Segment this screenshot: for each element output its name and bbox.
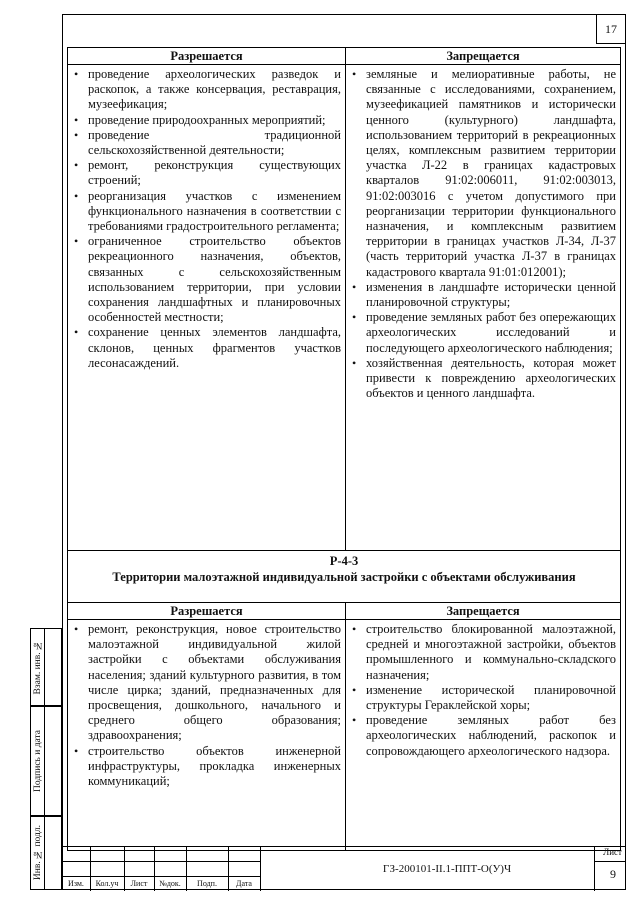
stamp-col-label: Лист xyxy=(130,879,148,888)
forbidden-list xyxy=(346,65,620,401)
list-item: • ремонт, реконструкция существующих строений; xyxy=(72,158,341,188)
forbidden-list xyxy=(346,620,620,759)
list-item: • проведение земляных работ без опережающих археологических исследований и последующего археологического наблюдения; xyxy=(350,310,616,356)
list-item: • хозяйственная деятельность, которая может привести к повреждению археологических объектов и ценного ландшафта. xyxy=(350,356,616,402)
allowed-header: Разрешается xyxy=(68,48,345,65)
list-item: • сохранение ценных элементов ландшафта, склонов, ценных фрагментов участков лесонасаждений. xyxy=(72,325,341,371)
list-item: • строительство объектов инженерной инфраструктуры, прокладка инженерных коммуникаций; xyxy=(72,744,341,790)
stamp-col-label: Кол.уч xyxy=(95,879,119,888)
title-block xyxy=(62,846,626,890)
forbidden-header: Запрещается xyxy=(346,603,620,620)
list-item: • земляные и мелиоративные работы, не связанные с исследованиями, сохранением, музеефикацией памятников и исторически ценного (культурного) ландшафта, использованием территорий в рекреационных целях, комплексным развитием территории участка Л-22 в границах кадастровых кварталов 91:02:006011, 91:02:003013, 91:02:003016 с учетом допустимого при реорганизации территории функционального назначения, и комплексным развитием территории в границах участков Л-34, Л-37 (часть территорий участка Л-37 в границах кадастрового квартала 91:01:012001); xyxy=(350,67,616,280)
list-item: • проведение земляных работ без археологических наблюдений, раскопок и сопровождающего археологического надзора. xyxy=(350,713,616,759)
forbidden-column xyxy=(346,48,620,550)
forbidden-header: Запрещается xyxy=(346,48,620,65)
document-code: ГЗ-200101-II.1-ППТ-О(У)Ч xyxy=(382,863,512,875)
section-title-row xyxy=(67,551,621,603)
section-title: Территории малоэтажной индивидуальной застройки с объектами обслуживания xyxy=(112,570,576,584)
list-item: • ограниченное строительство объектов рекреационного назначения, объектов, связанных с сельскохозяйственным использованием территории, при условии сохранения ландшафтных и планировочных особенностей местности; xyxy=(72,234,341,325)
list-item: • реорганизация участков с изменением функционального назначения в соответствии с требованиями градостроительного регламента; xyxy=(72,189,341,235)
table-r43 xyxy=(67,603,621,851)
allowed-column xyxy=(68,603,346,850)
sheet-number: 9 xyxy=(610,867,616,881)
sidebar-label: Инв. № подл. xyxy=(32,825,43,881)
forbidden-column xyxy=(346,603,620,850)
stamp-col-label: Изм. xyxy=(68,879,84,888)
list-item: • ремонт, реконструкция, новое строительство малоэтажной индивидуальной жилой застройки с объектами обслуживания населения; зданий культурного развития, в том числе цирка; зданий, предназначенных для просвещения, дошкольного, начального и среднего общего образования; здравоохранения; xyxy=(72,622,341,744)
list-item: • проведение природоохранных мероприятий; xyxy=(72,113,341,128)
sidebar-label: Подпись и дата xyxy=(32,729,43,792)
page-frame xyxy=(62,14,626,890)
allowed-list xyxy=(68,65,345,371)
section-code: Р-4-3 xyxy=(329,554,359,568)
list-item: • проведение археологических разведок и раскопок, а также консервация, реставрация, музеефикация; xyxy=(72,67,341,113)
list-item: • проведение традиционной сельскохозяйственной деятельности; xyxy=(72,128,341,158)
sidebar-signature-date xyxy=(30,706,62,816)
sidebar-replacement-inv xyxy=(30,628,62,706)
allowed-header: Разрешается xyxy=(68,603,345,620)
corner-page-number: 17 xyxy=(596,15,625,44)
sidebar-label: Взам. инв. № xyxy=(32,639,43,695)
list-item: • строительство блокированной малоэтажной, средней и многоэтажной застройки, объектов промышленного и коммунально-складского назначения; xyxy=(350,622,616,683)
sheet-label: Лист xyxy=(603,847,622,857)
stamp-col-label: №док. xyxy=(159,879,181,888)
list-item: • изменение исторической планировочной структуры Гераклейской хоры; xyxy=(350,683,616,713)
list-item: • изменения в ландшафте исторически ценной планировочной структуры; xyxy=(350,280,616,310)
stamp-col-label: Дата xyxy=(236,879,252,888)
stamp-col-label: Подп. xyxy=(197,879,217,888)
allowed-column xyxy=(68,48,346,550)
table-landscape xyxy=(67,47,621,551)
allowed-list xyxy=(68,620,345,789)
